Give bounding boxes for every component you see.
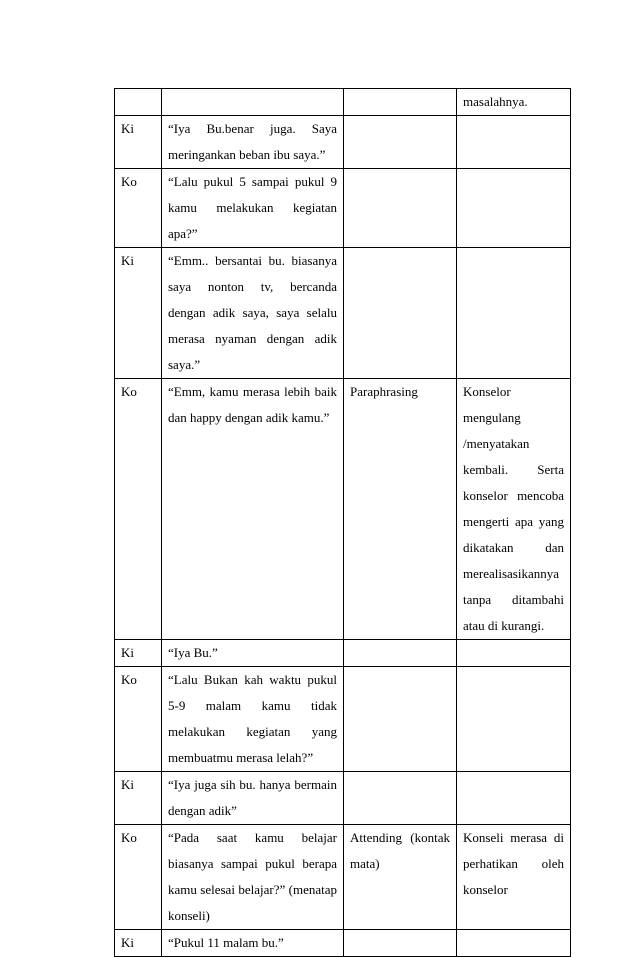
speaker-cell: Ko bbox=[115, 379, 162, 640]
table-body bbox=[115, 89, 571, 957]
table-row bbox=[115, 825, 571, 930]
note-cell bbox=[457, 248, 571, 379]
table-row bbox=[115, 640, 571, 667]
utterance-cell: “Emm, kamu merasa lebih baik dan happy dengan adik kamu.” bbox=[162, 379, 344, 640]
speaker-cell: Ki bbox=[115, 248, 162, 379]
technique-cell bbox=[344, 640, 457, 667]
speaker-cell: Ki bbox=[115, 930, 162, 957]
utterance-cell bbox=[162, 89, 344, 116]
table-row bbox=[115, 379, 571, 640]
technique-cell bbox=[344, 169, 457, 248]
note-cell: Konselor mengulang /menyatakan kembali. Serta konselor mencoba mengerti apa yang dikatakan dan merealisasikannya tanpa ditambahi atau di kurangi. bbox=[457, 379, 571, 640]
note-cell bbox=[457, 772, 571, 825]
note-cell bbox=[457, 667, 571, 772]
speaker-cell bbox=[115, 89, 162, 116]
utterance-cell: “Lalu Bukan kah waktu pukul 5-9 malam kamu tidak melakukan kegiatan yang membuatmu merasa lelah?” bbox=[162, 667, 344, 772]
utterance-cell: “Lalu pukul 5 sampai pukul 9 kamu melakukan kegiatan apa?” bbox=[162, 169, 344, 248]
note-cell bbox=[457, 930, 571, 957]
note-cell bbox=[457, 640, 571, 667]
speaker-cell: Ki bbox=[115, 116, 162, 169]
technique-cell bbox=[344, 248, 457, 379]
note-cell: Konseli merasa di perhatikan oleh konselor bbox=[457, 825, 571, 930]
speaker-cell: Ko bbox=[115, 667, 162, 772]
table-row bbox=[115, 116, 571, 169]
utterance-cell: “Iya juga sih bu. hanya bermain dengan adik” bbox=[162, 772, 344, 825]
note-cell bbox=[457, 116, 571, 169]
technique-cell: Attending (kontak mata) bbox=[344, 825, 457, 930]
table-row bbox=[115, 248, 571, 379]
table-row bbox=[115, 667, 571, 772]
technique-cell: Paraphrasing bbox=[344, 379, 457, 640]
utterance-cell: “Pukul 11 malam bu.” bbox=[162, 930, 344, 957]
speaker-cell: Ki bbox=[115, 640, 162, 667]
table-row bbox=[115, 772, 571, 825]
counseling-dialog-table bbox=[114, 88, 571, 957]
speaker-cell: Ki bbox=[115, 772, 162, 825]
note-cell: masalahnya. bbox=[457, 89, 571, 116]
table-row bbox=[115, 169, 571, 248]
technique-cell bbox=[344, 667, 457, 772]
technique-cell bbox=[344, 89, 457, 116]
utterance-cell: “Pada saat kamu belajar biasanya sampai pukul berapa kamu selesai belajar?” (menatap konseli) bbox=[162, 825, 344, 930]
technique-cell bbox=[344, 116, 457, 169]
utterance-cell: “Emm.. bersantai bu. biasanya saya nonton tv, bercanda dengan adik saya, saya selalu merasa nyaman dengan adik saya.” bbox=[162, 248, 344, 379]
utterance-cell: “Iya Bu.” bbox=[162, 640, 344, 667]
utterance-cell: “Iya Bu.benar juga. Saya meringankan beban ibu saya.” bbox=[162, 116, 344, 169]
note-cell bbox=[457, 169, 571, 248]
technique-cell bbox=[344, 772, 457, 825]
table-row bbox=[115, 89, 571, 116]
speaker-cell: Ko bbox=[115, 169, 162, 248]
table-row bbox=[115, 930, 571, 957]
technique-cell bbox=[344, 930, 457, 957]
speaker-cell: Ko bbox=[115, 825, 162, 930]
